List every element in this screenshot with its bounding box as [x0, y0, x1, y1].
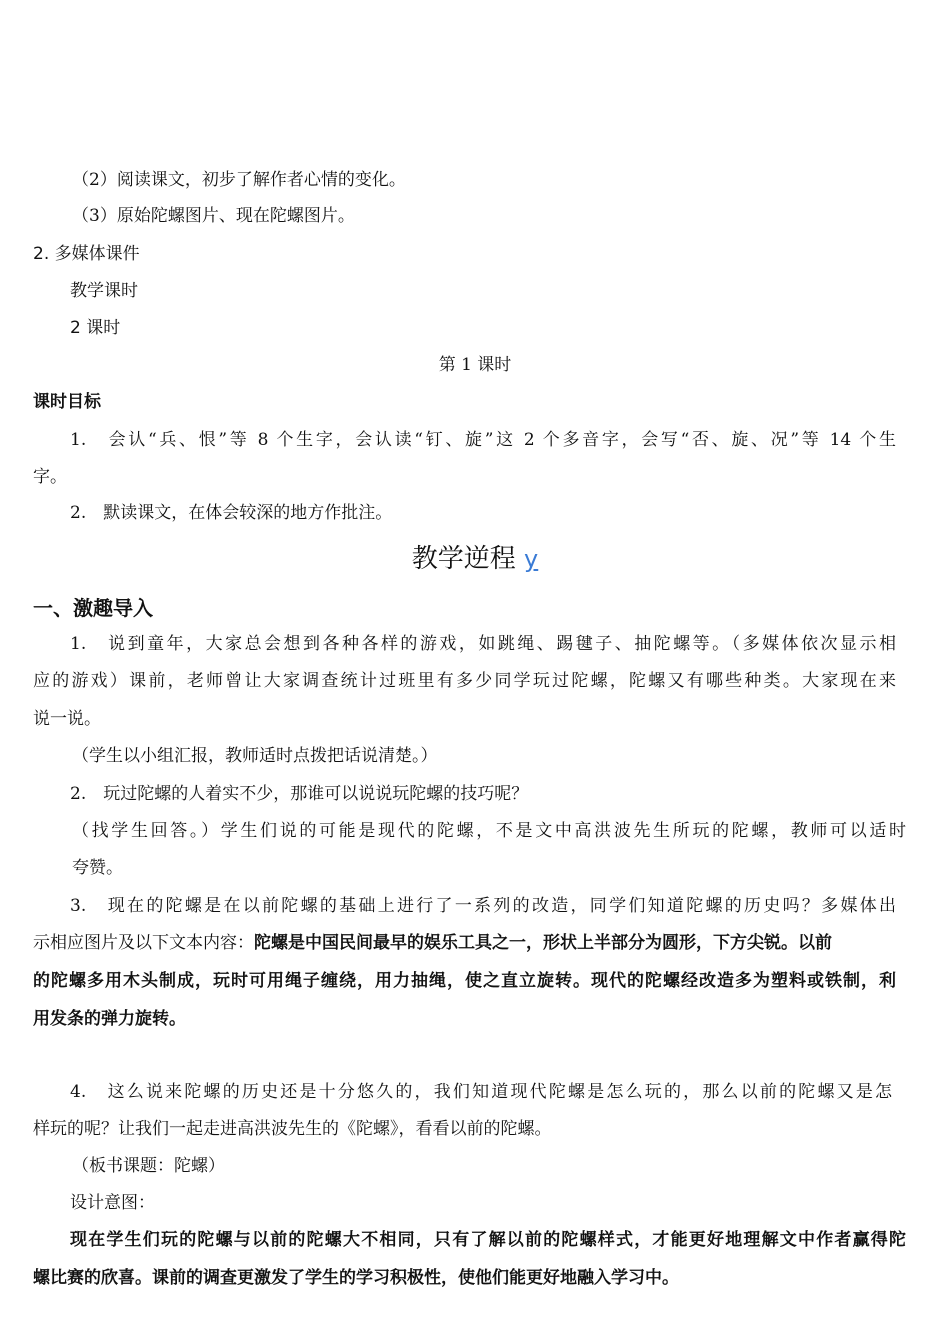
step-4-line-2: 样玩的呢？让我们一起走进高洪波先生的《陀螺》，看看以前的陀螺。 [33, 1119, 552, 1139]
lesson-goals-heading: 课时目标 [33, 392, 101, 412]
teaching-hours-label: 教学课时 [70, 281, 138, 301]
goal-1-continued: 字。 [33, 467, 67, 487]
step-3-line-4: 用发条的弹力旋转。 [33, 1009, 186, 1029]
material-heading-multimedia: 2. 多媒体课件 [33, 244, 140, 264]
step-2-note-line-2: 夸赞。 [72, 858, 123, 878]
design-intent-label: 设计意图： [70, 1193, 155, 1213]
title-stray-mark: y [524, 545, 539, 573]
section-heading-intro: 一、激趣导入 [33, 596, 153, 620]
teaching-process-title [0, 544, 950, 574]
material-item-2: （2）阅读课文，初步了解作者心情的变化。 [72, 170, 406, 190]
step-1-line-1: 1. 说到童年，大家总会想到各种各样的游戏，如跳绳、踢毽子、抽陀螺等。（多媒体依次显示相 [70, 634, 896, 654]
step-3-line-1: 3. 现在的陀螺是在以前陀螺的基础上进行了一系列的改造，同学们知道陀螺的历史吗？多媒体出 [70, 896, 896, 916]
lesson-number: 第 1 课时 [438, 355, 512, 375]
step-3-line-2 [33, 933, 832, 953]
material-item-3: （3）原始陀螺图片、现在陀螺图片。 [72, 206, 355, 226]
design-intent-line-1: 现在学生们玩的陀螺与以前的陀螺大不相同，只有了解以前的陀螺样式，才能更好地理解文中作者赢得陀 [70, 1230, 906, 1250]
board-title-note: （板书课题：陀螺） [72, 1156, 225, 1176]
step-1-note: （学生以小组汇报，教师适时点拨把话说清楚。） [72, 746, 438, 766]
step-1-line-3: 说一说。 [33, 709, 101, 729]
goal-1: 1. 会认“兵、恨”等 8 个生字，会认读“钉、旋”这 2 个多音字，会写“否、旋、况”等 14 个生 [70, 430, 896, 450]
teaching-hours-value: 2 课时 [70, 318, 121, 338]
step-3-line-2-bold: 陀螺是中国民间最早的娱乐工具之一，形状上半部分为圆形，下方尖锐。以前 [254, 933, 832, 953]
step-3-line-2-plain: 示相应图片及以下文本内容： [33, 933, 254, 953]
step-2-line: 2. 玩过陀螺的人着实不少，那谁可以说说玩陀螺的技巧呢？ [70, 784, 529, 804]
step-4-line-1: 4. 这么说来陀螺的历史还是十分悠久的，我们知道现代陀螺是怎么玩的，那么以前的陀螺又是怎 [70, 1082, 892, 1102]
title-text: 教学逆程 [411, 544, 516, 574]
step-3-line-3: 的陀螺多用木头制成，玩时可用绳子缠绕，用力抽绳，使之直立旋转。现代的陀螺经改造多为塑料或铁制，利 [33, 971, 896, 991]
step-1-line-2: 应的游戏）课前，老师曾让大家调查统计过班里有多少同学玩过陀螺，陀螺又有哪些种类。大家现在来 [33, 671, 896, 691]
design-intent-line-2: 螺比赛的欣喜。课前的调查更激发了学生的学习积极性，使他们能更好地融入学习中。 [33, 1268, 679, 1288]
goal-2: 2. 默读课文，在体会较深的地方作批注。 [70, 503, 393, 523]
step-2-note-line-1: （找学生回答。）学生们说的可能是现代的陀螺，不是文中高洪波先生所玩的陀螺，教师可以适时 [72, 821, 906, 841]
